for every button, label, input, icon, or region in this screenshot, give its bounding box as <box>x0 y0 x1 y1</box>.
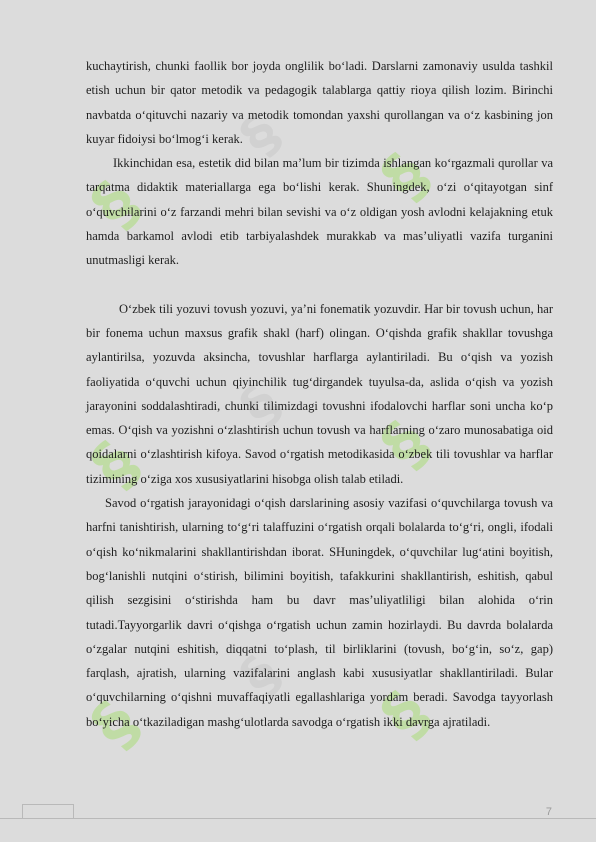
paragraph: Ikkinchidan esa, estetik did bilan ma’lum bir tizimda ishlangan ko‘rgazmali qurollar va tarqatma didaktik materiallarga ega bo‘lishi kerak. Shuningdek, o‘zi o‘qitayotgan sinf o‘quvchilarini o‘z farzandi mehri bilan sevishi va o‘z oldigan yosh avlodni kelajakning etuk hamda barkamol avlodi etib tarbiyalashdek murakkab va mas’uliyatli vazifa turganini unutmasligi kerak. <box>86 156 553 268</box>
paragraph: O‘zbek tili yozuvi tovush yozuvi, ya’ni fonematik yozuvdir. Har bir tovush uchun, har bir fonema uchun maxsus grafik shakl (harf) olingan. O‘qishda grafik shakllar tovushga aylantirilsa, yozuvda aksincha, tovushlar harflarga aylantiriladi. Bu o‘qish va yozish faoliyatida o‘quvchi uchun qiyinchilik tug‘dirgandek tuyulsa-da, aslida o‘qish va yozish jarayonini soddalashtiradi, chunki tilimizdagi tovushni ifodalovchi harflar soni uncha ko‘p emas. O‘qish va yozishni o‘zlashtirish uchun tovush va harflarning o‘zaro munosabatiga oid qoidalarni o‘zlashtirish kifoya. Savod o‘rgatish metodikasida o‘zbek tili tovushlar va harflar tizimining o‘ziga xos xususiyatlarini hisobga olish talab etiladi. <box>86 301 553 486</box>
footer-rule <box>0 818 596 819</box>
page-number: 7 <box>545 806 552 818</box>
watermark-logo: § <box>367 408 445 482</box>
body-text <box>86 54 553 734</box>
paragraph: kuchaytirish, chunki faollik bor joyda onglilik bo‘ladi. Darslarni zamonaviy usulda tashkil etish uchun bir qator metodik va pedagogik talablarga qattiy rioya qilish lozim. Birinchi navbatda o‘qituvchi nazariy va metodik tomondan yaxshi qurollangan va o‘z kasbining jon kuyar fidoiysi bo‘lmog‘i kerak. <box>86 59 553 146</box>
watermark-logo: § <box>77 688 155 762</box>
watermark-logo: § <box>227 103 293 167</box>
watermark-logo: § <box>227 373 293 437</box>
watermark-logo: § <box>367 678 445 752</box>
watermark-logo: § <box>77 428 155 502</box>
watermark-logo: § <box>227 643 293 707</box>
paragraph: Savod o‘rgatish jarayonidagi o‘qish darslarining asosiy vazifasi o‘quvchilarga tovush va harfni tanishtirish, ularning to‘g‘ri talaffuzini o‘rgatish orqali bolalarda to‘g‘ri, ongli, ifodali o‘qish ko‘nikmalarini shakllantirishdan iborat. SHuningdek, o‘quvchilar lug‘atini boyitish, bog‘lanishli nutqini o‘stirish, bilimini boyitish, tafakkurini shakllantirish, eshitish, qabul qilish sezgisini o‘stirishda ham bu davr mas’uliyatliligi bilan alohida o‘rin tutadi.Tayyorgarlik davri o‘qishga o‘rgatish uchun zamin hozirlaydi. Bu davrda bolalarda o‘zgalar nutqini eshitish, diqqatni to‘plash, til birliklarini (tovush, bo‘g‘in, so‘z, gap) farqlash, ajratish, ularning vazifalarini anglash kabi xususiyatlar shakllantiriladi. Bular o‘quvchilarning o‘qishni muvaffaqiyatli egallashlariga yordam beradi. Savodga tayyorlash bo‘yicha o‘tkaziladigan mashg‘ulotlarda savodga o‘rgatish ikki davrga ajratiladi. <box>86 496 553 729</box>
watermark-logo: § <box>367 140 445 214</box>
footer-tab <box>22 804 74 819</box>
watermark-logo: § <box>77 168 155 242</box>
